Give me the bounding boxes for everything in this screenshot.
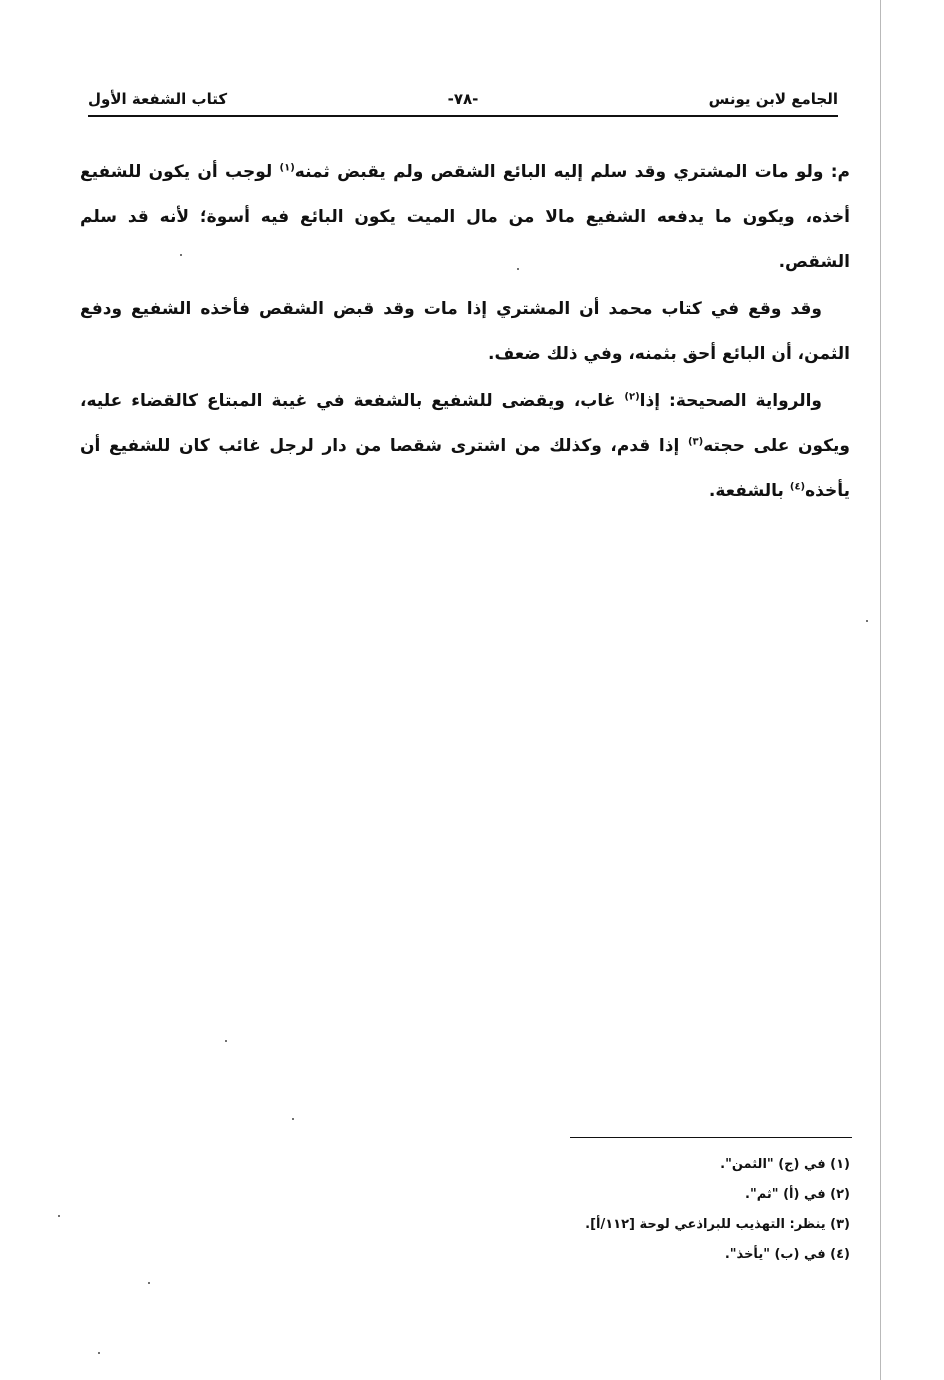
header-rule: [88, 115, 838, 117]
scan-speck: [180, 254, 182, 256]
paragraph-1-text-a: م: ولو مات المشتري وقد سلم إليه البائع الشقص ولم يقبض ثمنه: [294, 162, 850, 182]
footnote-ref-1: (١): [279, 162, 295, 174]
scan-speck: [148, 1282, 150, 1284]
scan-speck: [866, 620, 868, 622]
page-number: -٧٨-: [447, 90, 479, 108]
paragraph-3: [80, 379, 850, 514]
scan-speck: [517, 268, 519, 270]
footnote-ref-4: (٤): [789, 481, 806, 493]
footnote-separator: [570, 1137, 852, 1138]
scan-page-edge: [880, 0, 881, 1380]
scan-speck: [58, 1215, 60, 1217]
scan-speck: [292, 1118, 294, 1120]
paragraph-3-text-d: بالشفعة.: [708, 481, 790, 501]
header-chapter-title: كتاب الشفعة الأول: [88, 90, 228, 108]
running-header: [88, 88, 838, 114]
scan-speck: [98, 1352, 100, 1354]
paragraph-3-text-b: غاب، ويقضى للشفيع بالشفعة في غيبة المبتاع كالقضاء عليه، ويكون على حجته: [80, 391, 850, 456]
paragraph-1-text-b: لوجب أن يكون للشفيع أخذه، ويكون ما يدفعه الشفيع مالا من مال الميت يكون البائع فيه أسوة؛ لأنه قد سلم الشقص.: [80, 162, 850, 272]
paragraph-3-text-a: والرواية الصحيحة: إذا: [639, 391, 822, 411]
footnote-ref-2: (٢): [624, 391, 640, 403]
scan-speck: [225, 1040, 227, 1042]
main-text: [80, 150, 850, 516]
footnote-2: (٢) في (أ) "ثم".: [745, 1187, 850, 1202]
footnotes: [450, 1150, 850, 1270]
paragraph-2-text: وقد وقع في كتاب محمد أن المشتري إذا مات وقد قبض الشقص فأخذه الشفيع ودفع الثمن، أن البائع أحق بثمنه، وفي ذلك ضعف.: [80, 299, 850, 364]
paragraph-2: [80, 287, 850, 377]
paragraph-3-text-c: إذا قدم، وكذلك من اشترى شقصا من دار لرجل غائب كان للشفيع أن يأخذه: [80, 436, 850, 501]
paragraph-1: [80, 150, 850, 285]
footnote-1: (١) في (ج) "الثمن".: [720, 1157, 850, 1172]
header-book-title: الجامع لابن يونس: [708, 90, 838, 108]
footnote-ref-3: (٣): [687, 436, 704, 448]
footnote-4: (٤) في (ب) "يأخذ".: [724, 1247, 850, 1262]
footnote-3: (٣) ينظر: التهذيب للبراذعي لوحة [١١٢/أ].: [585, 1217, 850, 1232]
